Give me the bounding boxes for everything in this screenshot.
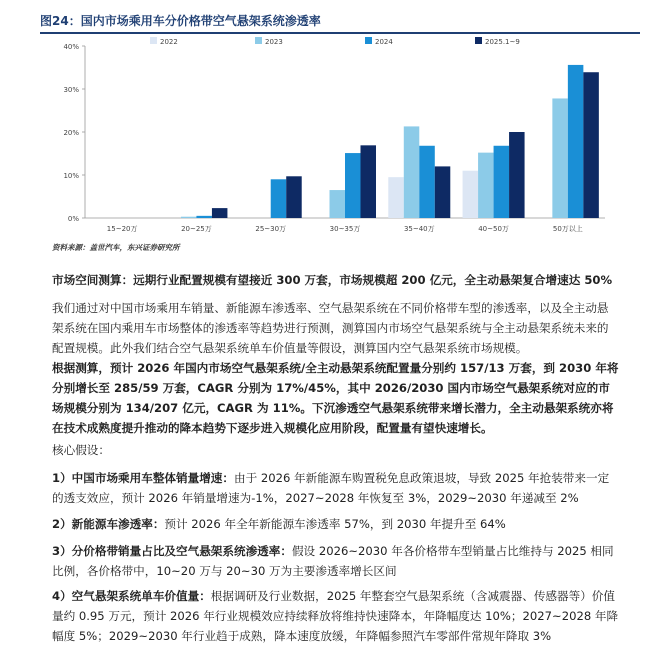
x-tick-label: 50万以上 [552,225,583,233]
x-tick-label: 20~25万 [181,225,212,233]
intro-paragraph: 我们通过对中国市场乘用车销量、新能源车渗透率、空气悬架系统在不同价格带车型的渗透率，以及全主动悬架系统在国内乘用车市场整体的渗透率等趋势进行预测，测算国内市场空气悬架系统与全主动悬架系统未来的配置规模。此外我们结合空气悬架系统单车价值量等假设，测算国内空气悬架系统市场规模。 [52,301,609,355]
bar-2023-30~35万 [330,190,346,218]
legend-label-2023: 2023 [265,38,283,46]
x-tick-label: 30~35万 [329,225,361,233]
legend-swatch-2022 [150,37,157,44]
legend-label-2024: 2024 [375,38,393,46]
bar-2024-40~50万 [494,146,510,218]
bar-2024-20~25万 [196,216,212,218]
bar-2023-50万以上 [552,98,568,218]
section-title: 市场空间测算：远期行业配置规模有望接近 300 万套，市场规模超 200 亿元，全主动悬架复合增速达 50% [52,273,613,287]
figure-title: 图24：国内市场乘用车分价格带空气悬架系统渗透率 [40,14,321,28]
bar-2024-35~40万 [419,146,435,218]
legend-swatch-2025.1~9 [475,37,482,44]
assumption-3-label: 3）分价格带销量占比及空气悬架系统渗透率： [52,544,292,558]
bar-2025.1~9-40~50万 [509,132,524,218]
bar-2023-20~25万 [181,217,197,218]
y-tick-label: 30% [63,86,79,94]
legend-label-2022: 2022 [160,38,178,46]
assumption-1 [52,468,620,508]
assumption-4 [52,586,620,646]
assumption-1-label: 1）中国市场乘用车整体销量增速： [52,471,234,485]
bar-2024-50万以上 [568,65,584,218]
bar-2022-40~50万 [463,171,479,218]
x-tick-label: 15~20万 [106,225,138,233]
conclusion-paragraph: 根据测算，预计 2026 年国内市场空气悬架系统/全主动悬架系统配置量分别约 157/13 万套，到 2030 年将分别增长至 285/59 万套，CAGR 分别为 17%/45%，其中 2026/2030 国内市场空气悬架系统对应的市场规模分别为 134/207 亿元，CAGR 为 11%。下沉渗透空气悬架系统带来增长潜力，全主动悬架系统亦将在技术成熟度提升推动的降本趋势下逐步进入规模化应用阶段，配置量有望快速增长。 [52,361,619,435]
bar-2023-35~40万 [404,126,420,218]
bar-2025.1~9-20~25万 [212,208,228,218]
assumption-2 [52,514,620,534]
y-tick-label: 40% [63,43,79,51]
legend-swatch-2023 [255,37,262,44]
x-tick-label: 35~40万 [403,225,435,233]
figure-header [40,8,640,34]
assumption-2-label: 2）新能源车渗透率： [52,517,165,531]
bar-2022-35~40万 [388,177,404,218]
assumptions-title: 核心假设： [52,443,110,457]
legend-label-2025.1~9: 2025.1~9 [485,38,520,46]
assumption-1-text: 由于 2026 年新能源车购置税免息政策退坡，导致 2025 年抢装带来一定的透支效应，预计 2026 年销量增速为-1%，2027~2028 年恢复至 3%，2029~2030 年递减至 2% [52,471,610,505]
penetration-bar-chart [40,34,620,234]
bar-2025.1~9-30~35万 [361,145,377,218]
assumption-2-text: 预计 2026 年全年新能源车渗透率 57%，到 2030 年提升至 64% [164,517,506,531]
bar-2024-25~30万 [271,179,287,218]
x-tick-label: 25~30万 [255,225,287,233]
x-tick-label: 40~50万 [478,225,509,233]
assumption-3-text: 假设 2026~2030 年各价格带车型销量占比维持与 2025 相同比例，各价格带中，10~20 万与 20~30 万为主要渗透率增长区间 [52,544,614,578]
bar-2025.1~9-25~30万 [286,176,302,218]
y-tick-label: 20% [63,129,79,137]
bar-2023-40~50万 [478,153,494,218]
figure-source: 资料来源：盖世汽车，东兴证券研究所 [52,243,180,252]
y-tick-label: 0% [67,215,79,223]
bar-2025.1~9-35~40万 [435,166,451,218]
bar-2024-30~35万 [345,153,361,218]
assumption-4-label: 4）空气悬架系统单车价值量： [52,589,211,603]
bar-2025.1~9-50万以上 [583,72,599,218]
assumption-4-text: 根据调研及行业数据，2025 年整套空气悬架系统（含减震器、传感器等）价值量约 0.95 万元，预计 2026 年行业规模效应持续释放将维持快速降本，年降幅度达 10%；2027~2028 年降幅度 5%；2029~2030 年行业趋于成熟，降本速度放缓，年降幅参照汽车零部件常规年降取 3% [52,589,619,643]
legend-swatch-2024 [365,37,372,44]
y-tick-label: 10% [63,172,79,180]
assumption-3 [52,541,620,581]
